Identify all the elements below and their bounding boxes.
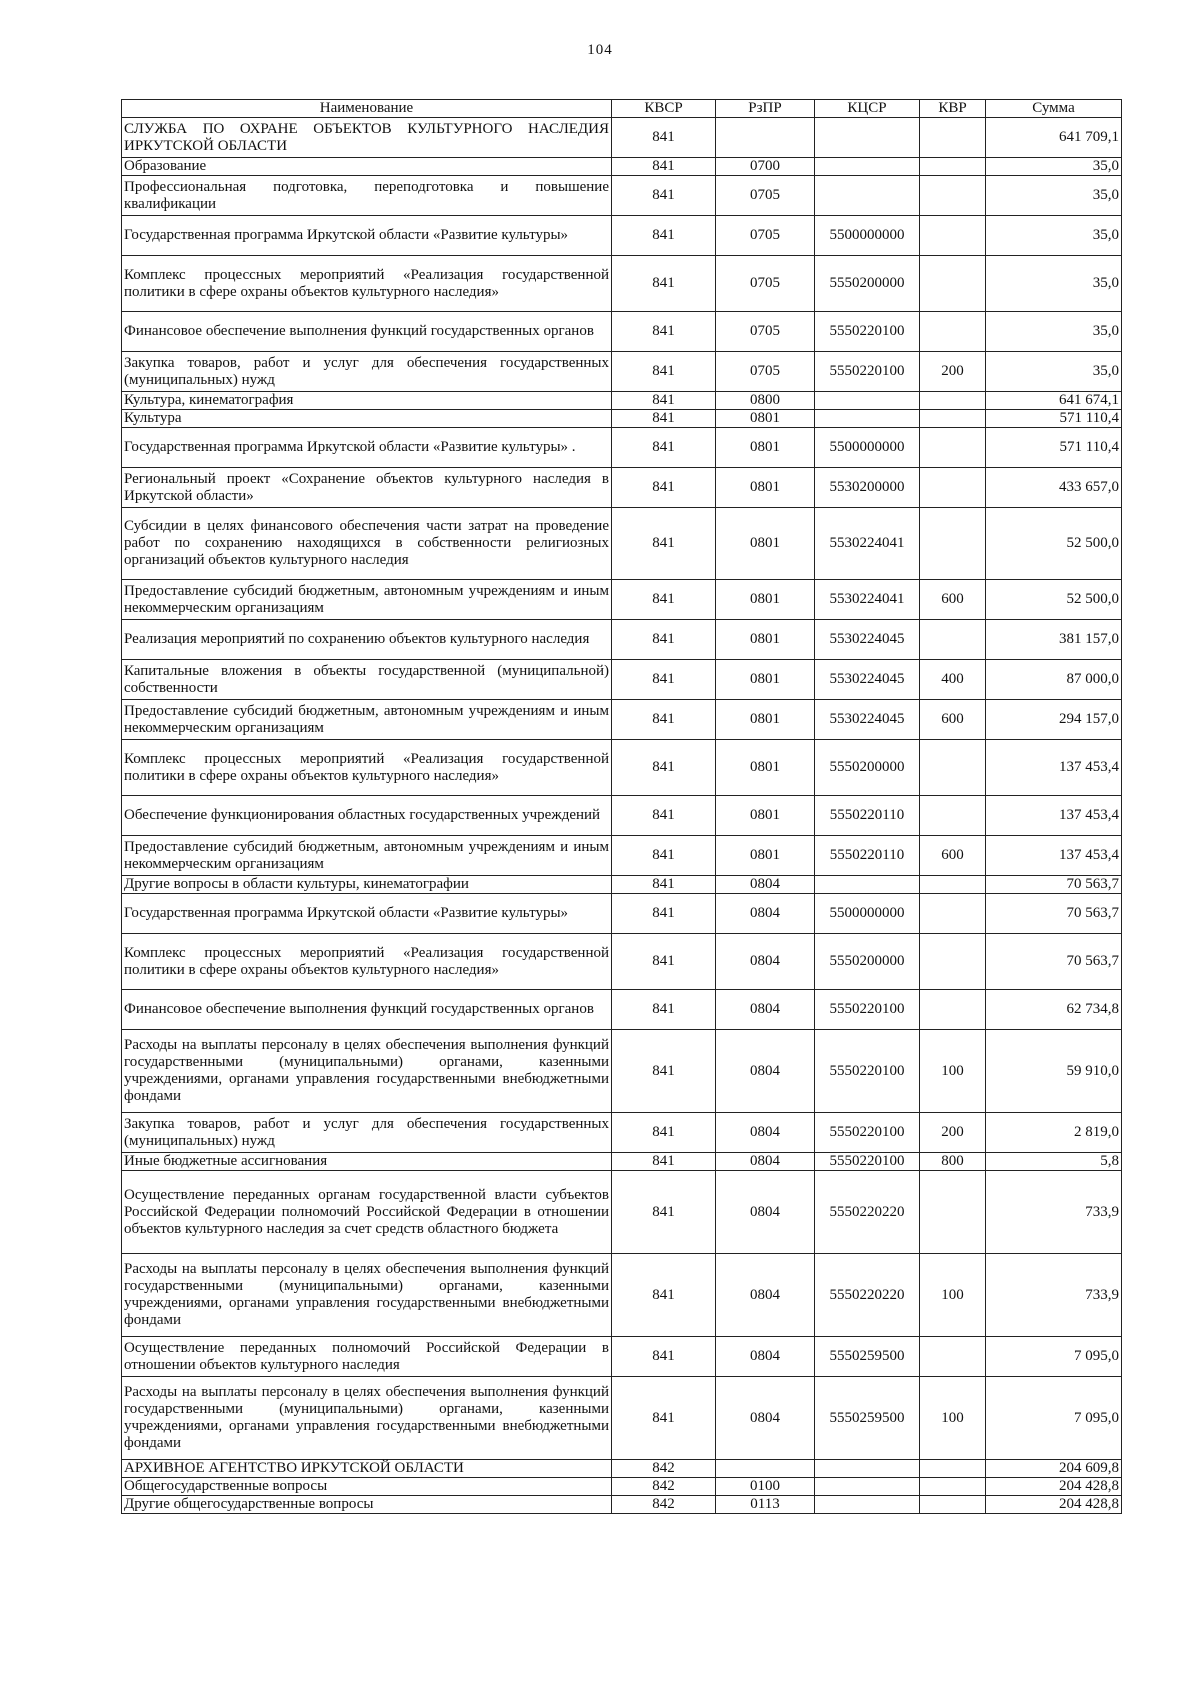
page-number: 104 <box>587 42 613 58</box>
cell-rzpr: 0100 <box>716 1478 815 1496</box>
table-row <box>122 158 1122 176</box>
cell-kvsr: 841 <box>612 1153 716 1171</box>
cell-kcsr: 5530224041 <box>815 580 920 620</box>
cell-kvr <box>920 934 986 990</box>
cell-kvsr: 841 <box>612 352 716 392</box>
cell-name: Комплекс процессных мероприятий «Реализация государственной политики в сфере охраны объектов культурного наследия» <box>122 934 612 990</box>
cell-sum: 137 453,4 <box>986 740 1122 796</box>
cell-kvr: 600 <box>920 700 986 740</box>
cell-kvsr: 841 <box>612 1113 716 1153</box>
cell-rzpr: 0801 <box>716 796 815 836</box>
cell-rzpr: 0804 <box>716 1030 815 1113</box>
budget-table <box>121 99 1122 1514</box>
cell-kvsr: 841 <box>612 216 716 256</box>
cell-name: Другие общегосударственные вопросы <box>122 1496 612 1514</box>
cell-kvsr: 841 <box>612 312 716 352</box>
cell-kcsr: 5530200000 <box>815 468 920 508</box>
cell-sum: 7 095,0 <box>986 1337 1122 1377</box>
cell-sum: 35,0 <box>986 352 1122 392</box>
cell-kvr <box>920 508 986 580</box>
table-row <box>122 428 1122 468</box>
table-row <box>122 1113 1122 1153</box>
cell-name: Финансовое обеспечение выполнения функций государственных органов <box>122 312 612 352</box>
cell-kvsr: 841 <box>612 158 716 176</box>
cell-rzpr <box>716 1460 815 1478</box>
table-row <box>122 1171 1122 1254</box>
cell-rzpr <box>716 118 815 158</box>
cell-kvr <box>920 620 986 660</box>
cell-sum: 571 110,4 <box>986 410 1122 428</box>
header-kvr: КВР <box>920 100 986 118</box>
table-row <box>122 1254 1122 1337</box>
cell-kvsr: 841 <box>612 620 716 660</box>
cell-kcsr: 5530224041 <box>815 508 920 580</box>
cell-name: Расходы на выплаты персоналу в целях обеспечения выполнения функций государственными (муниципальными) органами, казенными учреждениями, органами управления государственными внебюджетными фондами <box>122 1254 612 1337</box>
cell-rzpr: 0801 <box>716 410 815 428</box>
cell-kcsr: 5550220110 <box>815 796 920 836</box>
cell-kvr: 100 <box>920 1254 986 1337</box>
cell-sum: 52 500,0 <box>986 508 1122 580</box>
table-row <box>122 118 1122 158</box>
cell-name: Расходы на выплаты персоналу в целях обеспечения выполнения функций государственными (муниципальными) органами, казенными учреждениями, органами управления государственными внебюджетными фондами <box>122 1030 612 1113</box>
cell-rzpr: 0801 <box>716 580 815 620</box>
cell-name: Иные бюджетные ассигнования <box>122 1153 612 1171</box>
cell-kvr <box>920 256 986 312</box>
cell-name: Реализация мероприятий по сохранению объектов культурного наследия <box>122 620 612 660</box>
cell-name: Закупка товаров, работ и услуг для обеспечения государственных (муниципальных) нужд <box>122 352 612 392</box>
table-row <box>122 1030 1122 1113</box>
table-row <box>122 1377 1122 1460</box>
cell-rzpr: 0801 <box>716 428 815 468</box>
cell-sum: 204 428,8 <box>986 1496 1122 1514</box>
cell-kvr <box>920 158 986 176</box>
cell-kvsr: 842 <box>612 1478 716 1496</box>
cell-kcsr: 5550200000 <box>815 256 920 312</box>
cell-kvr: 600 <box>920 836 986 876</box>
table-row <box>122 216 1122 256</box>
cell-sum: 7 095,0 <box>986 1377 1122 1460</box>
cell-kvr <box>920 740 986 796</box>
cell-kvr: 800 <box>920 1153 986 1171</box>
cell-name: Обеспечение функционирования областных государственных учреждений <box>122 796 612 836</box>
cell-kcsr <box>815 1496 920 1514</box>
cell-rzpr: 0705 <box>716 312 815 352</box>
header-sum: Сумма <box>986 100 1122 118</box>
cell-kvr <box>920 312 986 352</box>
table-row <box>122 894 1122 934</box>
cell-rzpr: 0804 <box>716 894 815 934</box>
table-row <box>122 256 1122 312</box>
cell-kvsr: 841 <box>612 796 716 836</box>
cell-kcsr: 5550220100 <box>815 1030 920 1113</box>
cell-kcsr: 5550220100 <box>815 352 920 392</box>
cell-sum: 733,9 <box>986 1254 1122 1337</box>
cell-kcsr: 5550200000 <box>815 740 920 796</box>
cell-rzpr: 0804 <box>716 934 815 990</box>
cell-name: Государственная программа Иркутской области «Развитие культуры» <box>122 216 612 256</box>
cell-rzpr: 0113 <box>716 1496 815 1514</box>
cell-name: Комплекс процессных мероприятий «Реализация государственной политики в сфере охраны объектов культурного наследия» <box>122 740 612 796</box>
cell-sum: 35,0 <box>986 312 1122 352</box>
cell-sum: 433 657,0 <box>986 468 1122 508</box>
cell-kvr: 200 <box>920 352 986 392</box>
table-row <box>122 934 1122 990</box>
cell-kvsr: 841 <box>612 876 716 894</box>
cell-rzpr: 0801 <box>716 508 815 580</box>
cell-kvsr: 841 <box>612 176 716 216</box>
cell-kcsr: 5500000000 <box>815 428 920 468</box>
cell-kvsr: 841 <box>612 1171 716 1254</box>
header-kcsr: КЦСР <box>815 100 920 118</box>
cell-sum: 137 453,4 <box>986 836 1122 876</box>
cell-name: Образование <box>122 158 612 176</box>
cell-kvr <box>920 216 986 256</box>
cell-name: Общегосударственные вопросы <box>122 1478 612 1496</box>
cell-name: Профессиональная подготовка, переподготовка и повышение квалификации <box>122 176 612 216</box>
cell-sum: 70 563,7 <box>986 934 1122 990</box>
cell-name: Культура <box>122 410 612 428</box>
cell-kvsr: 842 <box>612 1496 716 1514</box>
cell-sum: 571 110,4 <box>986 428 1122 468</box>
cell-name: Региональный проект «Сохранение объектов культурного наследия в Иркутской области» <box>122 468 612 508</box>
cell-kvsr: 841 <box>612 118 716 158</box>
cell-sum: 35,0 <box>986 256 1122 312</box>
cell-rzpr: 0804 <box>716 990 815 1030</box>
cell-kvr <box>920 1478 986 1496</box>
cell-kvr: 600 <box>920 580 986 620</box>
table-body <box>122 118 1122 1514</box>
table-row <box>122 410 1122 428</box>
cell-sum: 381 157,0 <box>986 620 1122 660</box>
cell-rzpr: 0801 <box>716 468 815 508</box>
table-row <box>122 508 1122 580</box>
table-row <box>122 1460 1122 1478</box>
cell-rzpr: 0705 <box>716 352 815 392</box>
cell-kvsr: 841 <box>612 256 716 312</box>
cell-sum: 641 674,1 <box>986 392 1122 410</box>
cell-name: Другие вопросы в области культуры, кинематографии <box>122 876 612 894</box>
cell-kvsr: 841 <box>612 410 716 428</box>
cell-kcsr <box>815 118 920 158</box>
table-row <box>122 836 1122 876</box>
header-rzpr: РзПР <box>716 100 815 118</box>
cell-rzpr: 0705 <box>716 256 815 312</box>
cell-kvsr: 841 <box>612 740 716 796</box>
cell-sum: 733,9 <box>986 1171 1122 1254</box>
cell-sum: 35,0 <box>986 176 1122 216</box>
cell-kvr <box>920 176 986 216</box>
header-name: Наименование <box>122 100 612 118</box>
cell-rzpr: 0801 <box>716 836 815 876</box>
cell-kvr <box>920 876 986 894</box>
cell-kcsr <box>815 176 920 216</box>
cell-name: Расходы на выплаты персоналу в целях обеспечения выполнения функций государственными (муниципальными) органами, казенными учреждениями, органами управления государственными внебюджетными фондами <box>122 1377 612 1460</box>
cell-name: СЛУЖБА ПО ОХРАНЕ ОБЪЕКТОВ КУЛЬТУРНОГО НАСЛЕДИЯ ИРКУТСКОЙ ОБЛАСТИ <box>122 118 612 158</box>
cell-kcsr <box>815 1478 920 1496</box>
cell-sum: 59 910,0 <box>986 1030 1122 1113</box>
cell-sum: 137 453,4 <box>986 796 1122 836</box>
cell-sum: 87 000,0 <box>986 660 1122 700</box>
cell-sum: 294 157,0 <box>986 700 1122 740</box>
table-row <box>122 580 1122 620</box>
cell-kvr <box>920 990 986 1030</box>
cell-name: Предоставление субсидий бюджетным, автономным учреждениям и иным некоммерческим организациям <box>122 836 612 876</box>
cell-kvsr: 841 <box>612 468 716 508</box>
cell-name: Культура, кинематография <box>122 392 612 410</box>
cell-kcsr <box>815 158 920 176</box>
cell-rzpr: 0801 <box>716 700 815 740</box>
cell-sum: 35,0 <box>986 158 1122 176</box>
table-row <box>122 1478 1122 1496</box>
cell-kvsr: 841 <box>612 508 716 580</box>
cell-sum: 204 428,8 <box>986 1478 1122 1496</box>
cell-sum: 70 563,7 <box>986 894 1122 934</box>
cell-sum: 641 709,1 <box>986 118 1122 158</box>
cell-kvr <box>920 428 986 468</box>
cell-rzpr: 0700 <box>716 158 815 176</box>
cell-sum: 2 819,0 <box>986 1113 1122 1153</box>
cell-kcsr: 5550220220 <box>815 1171 920 1254</box>
table-row <box>122 392 1122 410</box>
table-row <box>122 740 1122 796</box>
table-row <box>122 990 1122 1030</box>
cell-rzpr: 0804 <box>716 1171 815 1254</box>
cell-name: Капитальные вложения в объекты государственной (муниципальной) собственности <box>122 660 612 700</box>
cell-kvr <box>920 796 986 836</box>
cell-sum: 70 563,7 <box>986 876 1122 894</box>
table-row <box>122 876 1122 894</box>
cell-name: Предоставление субсидий бюджетным, автономным учреждениям и иным некоммерческим организациям <box>122 580 612 620</box>
table-row <box>122 660 1122 700</box>
cell-kcsr: 5550200000 <box>815 934 920 990</box>
cell-sum: 62 734,8 <box>986 990 1122 1030</box>
table-row <box>122 1496 1122 1514</box>
cell-name: Субсидии в целях финансового обеспечения части затрат на проведение работ по сохранению находящихся в собственности религиозных организаций объектов культурного наследия <box>122 508 612 580</box>
cell-sum: 35,0 <box>986 216 1122 256</box>
cell-kvsr: 841 <box>612 1030 716 1113</box>
cell-rzpr: 0705 <box>716 216 815 256</box>
cell-kcsr <box>815 392 920 410</box>
cell-rzpr: 0804 <box>716 876 815 894</box>
cell-kvr <box>920 468 986 508</box>
cell-sum: 5,8 <box>986 1153 1122 1171</box>
cell-kcsr: 5530224045 <box>815 700 920 740</box>
cell-kvr <box>920 1337 986 1377</box>
cell-kvr: 200 <box>920 1113 986 1153</box>
cell-rzpr: 0804 <box>716 1377 815 1460</box>
cell-rzpr: 0801 <box>716 740 815 796</box>
cell-kcsr: 5550259500 <box>815 1377 920 1460</box>
cell-kvsr: 842 <box>612 1460 716 1478</box>
cell-kcsr: 5550220100 <box>815 1153 920 1171</box>
cell-kcsr: 5530224045 <box>815 620 920 660</box>
cell-kvsr: 841 <box>612 990 716 1030</box>
cell-kvsr: 841 <box>612 1254 716 1337</box>
table-header-row <box>122 100 1122 118</box>
cell-kcsr: 5550220100 <box>815 990 920 1030</box>
table-row <box>122 796 1122 836</box>
cell-name: Государственная программа Иркутской области «Развитие культуры» <box>122 894 612 934</box>
cell-rzpr: 0801 <box>716 660 815 700</box>
cell-name: Осуществление переданных органам государственной власти субъектов Российской Федерации полномочий Российской Федерации в отношении объектов культурного наследия за счет средств областного бюджета <box>122 1171 612 1254</box>
cell-kvsr: 841 <box>612 934 716 990</box>
cell-rzpr: 0801 <box>716 620 815 660</box>
header-kvsr: КВСР <box>612 100 716 118</box>
cell-kvsr: 841 <box>612 1337 716 1377</box>
cell-name: Финансовое обеспечение выполнения функций государственных органов <box>122 990 612 1030</box>
cell-kvr: 400 <box>920 660 986 700</box>
table-row <box>122 1337 1122 1377</box>
table-row <box>122 468 1122 508</box>
cell-kcsr: 5500000000 <box>815 216 920 256</box>
cell-name: Закупка товаров, работ и услуг для обеспечения государственных (муниципальных) нужд <box>122 1113 612 1153</box>
cell-sum: 52 500,0 <box>986 580 1122 620</box>
table-row <box>122 176 1122 216</box>
table-row <box>122 312 1122 352</box>
cell-kcsr: 5550220220 <box>815 1254 920 1337</box>
cell-rzpr: 0804 <box>716 1153 815 1171</box>
cell-name: Комплекс процессных мероприятий «Реализация государственной политики в сфере охраны объектов культурного наследия» <box>122 256 612 312</box>
cell-kcsr <box>815 876 920 894</box>
cell-sum: 204 609,8 <box>986 1460 1122 1478</box>
cell-kvr <box>920 118 986 158</box>
cell-rzpr: 0705 <box>716 176 815 216</box>
cell-kcsr: 5550220100 <box>815 312 920 352</box>
cell-kvsr: 841 <box>612 836 716 876</box>
table-row <box>122 620 1122 660</box>
cell-kvsr: 841 <box>612 392 716 410</box>
cell-kcsr: 5550220100 <box>815 1113 920 1153</box>
cell-rzpr: 0804 <box>716 1113 815 1153</box>
cell-kcsr: 5530224045 <box>815 660 920 700</box>
cell-kvr <box>920 392 986 410</box>
cell-name: АРХИВНОЕ АГЕНТСТВО ИРКУТСКОЙ ОБЛАСТИ <box>122 1460 612 1478</box>
cell-kcsr: 5550220110 <box>815 836 920 876</box>
cell-kvr <box>920 1496 986 1514</box>
cell-kvr <box>920 894 986 934</box>
cell-kvr <box>920 410 986 428</box>
cell-kvr: 100 <box>920 1377 986 1460</box>
cell-kvsr: 841 <box>612 660 716 700</box>
cell-kcsr: 5500000000 <box>815 894 920 934</box>
table-row <box>122 1153 1122 1171</box>
cell-kvsr: 841 <box>612 1377 716 1460</box>
cell-kvr: 100 <box>920 1030 986 1113</box>
table-row <box>122 352 1122 392</box>
cell-kvsr: 841 <box>612 580 716 620</box>
cell-kvr <box>920 1460 986 1478</box>
cell-kcsr: 5550259500 <box>815 1337 920 1377</box>
cell-kvr <box>920 1171 986 1254</box>
cell-kvsr: 841 <box>612 700 716 740</box>
table-row <box>122 700 1122 740</box>
cell-kvsr: 841 <box>612 894 716 934</box>
cell-rzpr: 0804 <box>716 1254 815 1337</box>
cell-name: Предоставление субсидий бюджетным, автономным учреждениям и иным некоммерческим организациям <box>122 700 612 740</box>
cell-kvsr: 841 <box>612 428 716 468</box>
cell-kcsr <box>815 410 920 428</box>
cell-rzpr: 0800 <box>716 392 815 410</box>
cell-kcsr <box>815 1460 920 1478</box>
cell-rzpr: 0804 <box>716 1337 815 1377</box>
cell-name: Государственная программа Иркутской области «Развитие культуры» . <box>122 428 612 468</box>
cell-name: Осуществление переданных полномочий Российской Федерации в отношении объектов культурного наследия <box>122 1337 612 1377</box>
